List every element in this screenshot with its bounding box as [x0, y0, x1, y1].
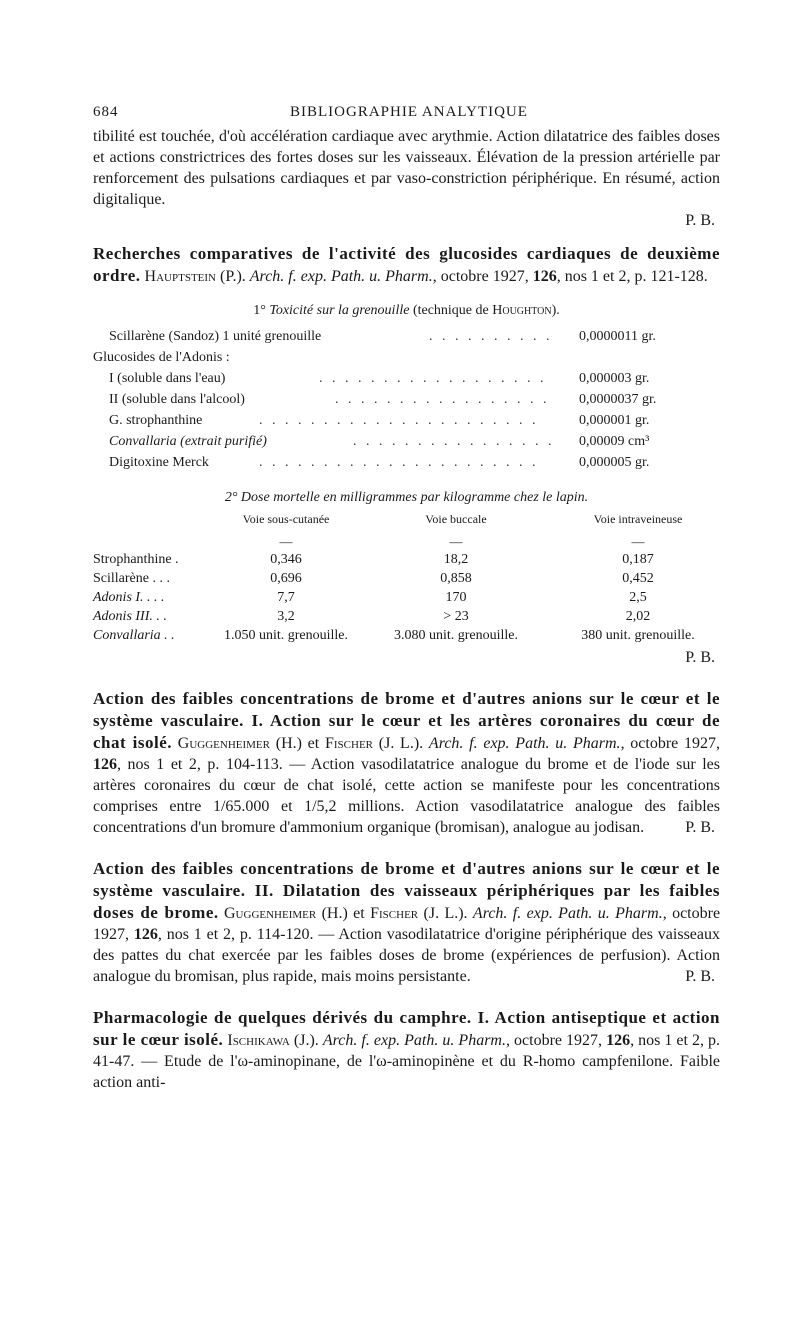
dose-oral: 0,858	[440, 571, 472, 586]
article-title: Pharmacologie de quelques dérivés du camphre. I. Action antiseptique et action sur le cœur isolé.	[93, 1008, 720, 1049]
dose-row	[93, 571, 720, 590]
toxicity-substance: Scillarène (Sandoz) 1 unité grenouille	[109, 329, 322, 344]
dose-row	[93, 628, 720, 647]
toxicity-substance: G. strophanthine	[109, 413, 203, 428]
pages: , nos 1 et 2, p. 104-113.	[117, 756, 283, 773]
journal: Arch. f. exp. Path. u. Pharm.	[472, 905, 663, 922]
author: Fischer	[370, 905, 419, 922]
dose-intravenous: 2,5	[629, 590, 647, 605]
leader-dots: . . . . . . . . . .	[429, 329, 553, 344]
author-initial: (J. L.).	[423, 905, 468, 922]
signature: P. B.	[685, 968, 715, 985]
author-initial: (J.).	[293, 1032, 319, 1049]
toxicity-row	[109, 455, 720, 476]
toxicity-group-label	[93, 350, 720, 371]
dose-subcutaneous: 0,346	[270, 552, 302, 567]
dose-header-subcutaneous: Voie sous-cutanée	[242, 512, 330, 526]
dose-row	[93, 590, 720, 609]
dash: —	[631, 534, 645, 549]
toxicity-row	[109, 413, 720, 434]
journal: Arch. f. exp. Path. u. Pharm.	[322, 1032, 506, 1049]
dose-header-intravenous: Voie intraveineuse	[593, 512, 683, 526]
author: Hauptstein	[144, 268, 216, 285]
dose-row	[93, 552, 720, 571]
dose-table	[93, 512, 720, 647]
toxicity-substance: I (soluble dans l'eau)	[109, 371, 226, 386]
pages: , nos 1 et 2, p. 41-47.	[93, 1032, 721, 1070]
abstract: — Etude de l'ω-aminopinane, de l'ω-aminopinène et du R-homo campfenilone. Faible action anti-	[93, 1053, 721, 1091]
dash: —	[449, 534, 463, 549]
dose-intravenous: 2,02	[625, 609, 651, 624]
toxicity-value: 0,0000037 gr.	[579, 392, 657, 407]
dose-dash-row	[93, 534, 720, 552]
dose-oral: > 23	[443, 609, 469, 624]
toxicity-value: 0,000005 gr.	[579, 455, 650, 470]
running-header	[93, 100, 720, 126]
dose-substance: Strophanthine .	[93, 552, 179, 567]
dose-oral: 3.080 unit. grenouille.	[393, 628, 519, 643]
author-initial: (P.).	[220, 268, 246, 285]
author: Guggenheimer	[177, 735, 270, 752]
dose-substance: Adonis III. . .	[93, 609, 167, 624]
dose-intravenous: 380 unit. grenouille.	[581, 628, 695, 643]
toxicity-table	[93, 329, 720, 476]
dose-substance: Scillarène . . .	[93, 571, 170, 586]
author: Guggenheimer	[224, 905, 317, 922]
dose-header-oral: Voie buccale	[425, 512, 487, 526]
dose-subcutaneous: 3,2	[277, 609, 295, 624]
author-initial: (J. L.).	[378, 735, 424, 752]
leader-dots: . . . . . . . . . . . . . . . . . . . . . .	[259, 455, 539, 470]
toxicity-row	[109, 434, 720, 455]
toxicity-subtitle	[93, 303, 720, 319]
signature: P. B.	[685, 212, 715, 229]
toxicity-author: Houghton	[492, 303, 552, 318]
date: , octobre 1927,	[505, 1032, 603, 1049]
article-camphre	[93, 1007, 720, 1093]
leader-dots: . . . . . . . . . . . . . . . . . .	[319, 371, 547, 386]
page	[93, 100, 720, 1093]
pages: , nos 1 et 2, p. 114-120.	[157, 926, 314, 943]
toxicity-substance: Digitoxine Merck	[109, 455, 209, 470]
dose-oral: 170	[445, 590, 467, 605]
article-heading	[93, 243, 720, 287]
date: , octobre 1927,	[620, 735, 721, 752]
toxicity-number: 1°	[253, 303, 266, 318]
author: Fischer	[324, 735, 374, 752]
journal: Arch. f. exp. Path. u. Pharm.	[428, 735, 621, 752]
toxicity-value: 0,0000011 gr.	[579, 329, 656, 344]
dose-subcutaneous: 0,696	[270, 571, 302, 586]
toxicity-substance: Convallaria (extrait purifié)	[109, 434, 267, 449]
dose-intravenous: 0,452	[622, 571, 654, 586]
toxicity-end: ).	[551, 303, 560, 318]
dose-intravenous: 0,187	[622, 552, 654, 567]
article-title: Recherches comparatives de l'activité des glucosides cardiaques de deuxième ordre.	[93, 244, 720, 285]
leader-dots: . . . . . . . . . . . . . . . . .	[335, 392, 550, 407]
date: , octobre 1927,	[432, 268, 529, 285]
dose-substance: Convallaria . .	[93, 628, 175, 643]
toxicity-substance: Glucosides de l'Adonis :	[93, 350, 230, 365]
leader-dots: . . . . . . . . . . . . . . . . . . . . . .	[259, 413, 539, 428]
dose-header-row	[93, 512, 720, 534]
dose-row	[93, 609, 720, 628]
date: , octobre 1927,	[93, 905, 721, 943]
author: Ischikawa	[227, 1032, 290, 1049]
volume: 126	[606, 1032, 631, 1049]
toxicity-substance: II (soluble dans l'alcool)	[109, 392, 245, 407]
page-number: 684	[93, 104, 119, 120]
toxicity-row	[109, 329, 720, 350]
article-paragraph	[93, 1007, 720, 1093]
toxicity-row	[109, 371, 720, 392]
toxicity-value: 0,000001 gr.	[579, 413, 650, 428]
abstract: — Action vasodilatatrice analogue du brome et de l'iode sur les artères coronaires du cœur de chat isolé, cette action se manifeste pour les concentrations comprises entre 1/65.000 et 1/5,2 millions. Action vasodilatatrice analogue des faibles concentrations d'un bromure d'ammonium organique (bromisan), analogue au jodisan.	[93, 756, 721, 836]
abstract: — Action vasodilatatrice d'origine périphérique des vaisseaux des pattes du chat exercée par les faibles doses de brome (expériences de perfusion). Action analogue du bromisan, plus rapide, mais moins persistante.	[93, 926, 720, 985]
toxicity-technique: (technique de	[412, 303, 489, 318]
article-brome-vaisseaux	[93, 858, 720, 987]
toxicity-row	[109, 392, 720, 413]
dose-substance: Adonis I. . . .	[93, 590, 165, 605]
journal: Arch. f. exp. Path. u. Pharm.	[249, 268, 433, 285]
author-initial: (H.) et	[275, 735, 320, 752]
article-paragraph	[93, 688, 720, 838]
dose-subcutaneous: 1.050 unit. grenouille.	[223, 628, 349, 643]
article-title: Action des faibles concentrations de brome et d'autres anions sur le cœur et le système vasculaire. I. Action sur le cœur et les artères coronaires du cœur de chat isolé.	[93, 689, 720, 752]
toxicity-value: 0,00009 cm³	[579, 434, 650, 449]
author-initial: (H.) et	[321, 905, 365, 922]
volume: 126	[532, 268, 557, 285]
dose-subtitle: 2° Dose mortelle en milligrammes par kilogramme chez le lapin.	[224, 490, 589, 505]
toxicity-title: Toxicité sur la grenouille	[269, 303, 410, 318]
running-title: BIBLIOGRAPHIE ANALYTIQUE	[290, 104, 528, 120]
dose-subcutaneous: 7,7	[277, 590, 295, 605]
pages: , nos 1 et 2, p. 121-128.	[556, 268, 708, 285]
dose-oral: 18,2	[443, 552, 469, 567]
toxicity-value: 0,000003 gr.	[579, 371, 650, 386]
article-title: Action des faibles concentrations de brome et d'autres anions sur le cœur et le système vasculaire. II. Dilatation des vaisseaux périphériques par les faibles doses de brome.	[93, 859, 720, 922]
volume: 126	[133, 926, 158, 943]
article-glucosides	[93, 243, 720, 668]
leader-dots: . . . . . . . . . . . . . . . .	[353, 434, 555, 449]
continuation-paragraph: tibilité est touchée, d'où accélération cardiaque avec arythmie. Action dilatatrice des faibles doses et actions constrictrices des fortes doses sur les vaisseaux. Élévation de la pression artérielle par renforcement des pulsations cardiaques et par vaso-constriction périphérique. En résumé, action digitalique.	[93, 128, 720, 208]
volume: 126	[93, 756, 117, 773]
signature: P. B.	[685, 819, 715, 836]
dash: —	[279, 534, 293, 549]
article-brome-coeur	[93, 688, 720, 838]
signature: P. B.	[685, 649, 715, 666]
